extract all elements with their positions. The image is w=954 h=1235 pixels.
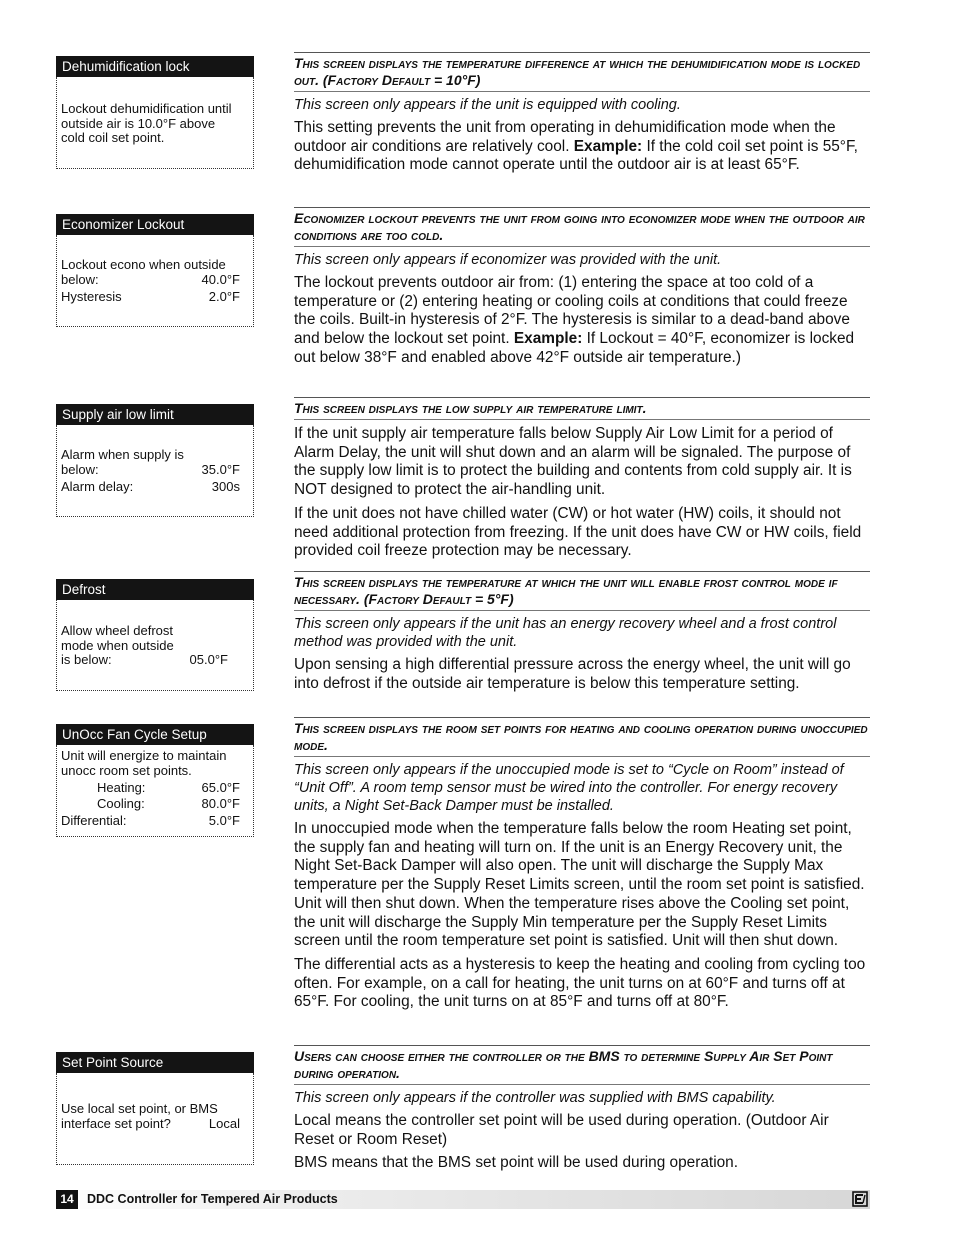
section-defrost bbox=[294, 571, 870, 693]
section-paragraph: Local means the controller set point will be used during operation. (Outdoor Air Reset or Room Reset) bbox=[294, 1112, 829, 1148]
section-paragraph: In unoccupied mode when the temperature falls below the room Heating set point, the supply fan and heating will turn on. If the unit is an Energy Recovery unit, the Night Set-Back Damper will also open. The unit will discharge the Supply Max temperature per the Supply Reset Limits screen, until the room set point is satisfied. Unit will then shut down. When the temperature rises above the Cooling set point, the unit will discharge the Supply Min temperature per the Supply Reset Limits screen until the room temperature set point is satisfied. Unit will then shut down. bbox=[294, 820, 865, 950]
screen-body bbox=[56, 235, 254, 327]
screen-defrost bbox=[56, 579, 254, 691]
screen-line: below: 40.0°F bbox=[61, 271, 240, 287]
section-paragraph: This setting prevents the unit from operating in dehumidification mode when the outdoor air conditions are relatively cool. Example: If the cold coil set point is 55°F, dehumidification mode cannot operate until the outdoor air is at least 65°F. bbox=[294, 119, 858, 174]
screen-line: unocc room set points. bbox=[61, 762, 192, 778]
supply-low-limit-value: 35.0°F bbox=[201, 461, 240, 477]
section-set-point-source bbox=[294, 1045, 870, 1173]
screen-line: Differential: 5.0°F bbox=[61, 813, 240, 828]
screen-header: Dehumidification lock bbox=[56, 56, 254, 77]
alarm-delay-value: 300s bbox=[211, 479, 240, 494]
screen-header: Set Point Source bbox=[56, 1052, 254, 1073]
screen-line: Heating: 65.0°F bbox=[97, 780, 240, 795]
section-unocc-fan-cycle-setup bbox=[294, 717, 870, 1012]
section-title: Economizer lockout prevents the unit from going into economizer mode when the outdoor air conditions are too cold. bbox=[294, 210, 865, 243]
screen-line: Allow wheel defrost bbox=[61, 623, 173, 638]
screen-body bbox=[56, 745, 254, 837]
hysteresis-value: 2.0°F bbox=[208, 289, 240, 304]
footer-title: DDC Controller for Tempered Air Products bbox=[87, 1192, 338, 1206]
section-note: This screen only appears if the unoccupied mode is set to “Cycle on Room” instead of “Unit Off”. A room temp sensor must be wired into the controller. For energy recovery units, a Night Set-Back Damper must be installed. bbox=[294, 762, 844, 814]
section-note: This screen only appears if the controller was supplied with BMS capability. bbox=[294, 1090, 776, 1106]
screen-set-point-source bbox=[56, 1052, 254, 1165]
screen-body bbox=[56, 600, 254, 691]
screen-line: interface set point? Local bbox=[61, 1115, 240, 1131]
cooling-setpoint-value: 80.0°F bbox=[201, 795, 240, 811]
screen-line: Hysteresis 2.0°F bbox=[61, 289, 240, 304]
defrost-temp-value: 05.0°F bbox=[189, 652, 228, 667]
section-title: This screen displays the temperature at which the unit will enable frost control mode if necessary. (Factory Default = 5°F) bbox=[294, 574, 838, 607]
section-rule bbox=[294, 419, 870, 420]
section-paragraph: If the unit supply air temperature falls below Supply Air Low Limit for a period of Alarm Delay, the unit will shut down and an alarm will be signaled. The purpose of the supply low limit is to protect the building and contents from cold supply air. It is NOT designed to protect the air-handling unit. bbox=[294, 425, 852, 499]
screen-header: Economizer Lockout bbox=[56, 214, 254, 235]
set-point-source-value: Local bbox=[208, 1115, 240, 1131]
differential-value: 5.0°F bbox=[208, 813, 240, 828]
section-title: This screen displays the low supply air temperature limit. bbox=[294, 400, 647, 416]
lockout-temp-value: 40.0°F bbox=[201, 271, 240, 287]
screen-header: UnOcc Fan Cycle Setup bbox=[56, 724, 254, 745]
section-note: This screen only appears if economizer was provided with the unit. bbox=[294, 252, 722, 268]
screen-body bbox=[56, 77, 254, 169]
section-dehumidification-lock bbox=[294, 52, 870, 175]
section-paragraph: Upon sensing a high differential pressure across the energy wheel, the unit will go into defrost if the outside air temperature is below this temperature setting. bbox=[294, 656, 851, 692]
screen-line: mode when outside bbox=[61, 637, 174, 653]
section-paragraph: The differential acts as a hysteresis to keep the heating and cooling from cycling too often. For example, on a call for heating, the unit turns on at 60°F and turns off at 65°F. For cooling, the unit turns on at 85°F and turns off at 80°F. bbox=[294, 955, 866, 1011]
section-paragraph: The lockout prevents outdoor air from: (1) entering the space at too cold of a temperature or (2) entering heating or cooling coils at conditions that could freeze the coils. Built-in hysteresis of 2°F. The hysteresis is similar to a dead-band above and below the lockout set point. Example: If Lockout = 40°F, economizer is locked out below 38°F and enabled above 42°F outside air temperature.) bbox=[294, 274, 855, 366]
screen-header: Defrost bbox=[56, 579, 254, 600]
screen-line: is below: 05.0°F bbox=[61, 652, 228, 667]
section-supply-air-low-limit bbox=[294, 397, 870, 561]
screen-supply-air-low-limit bbox=[56, 404, 254, 517]
screen-header: Supply air low limit bbox=[56, 404, 254, 425]
section-title: This screen displays the temperature difference at which the dehumidification mode is locked out. (Factory Default = 10°F) bbox=[294, 55, 861, 88]
section-paragraph: BMS means that the BMS set point will be used during operation. bbox=[294, 1154, 739, 1172]
screen-body bbox=[56, 1073, 254, 1165]
screen-line: Lockout econo when outside bbox=[61, 257, 226, 272]
page-footer bbox=[56, 1190, 870, 1209]
screen-line: Use local set point, or BMS bbox=[61, 1101, 218, 1116]
screen-dehumidification-lock bbox=[56, 56, 254, 169]
screen-line: below: 35.0°F bbox=[61, 461, 240, 477]
screen-line: Unit will energize to maintain bbox=[61, 748, 227, 763]
screen-unocc-fan-cycle-setup bbox=[56, 724, 254, 837]
screen-line: Lockout dehumidification until bbox=[61, 101, 232, 116]
screen-line: cold coil set point. bbox=[61, 130, 165, 145]
screen-line: Alarm when supply is bbox=[61, 447, 184, 462]
company-logo-icon bbox=[852, 1191, 868, 1207]
section-note: This screen only appears if the unit has an energy recovery wheel and a frost control method was provided with the unit. bbox=[294, 616, 837, 650]
screen-line: Cooling: 80.0°F bbox=[97, 795, 240, 811]
section-paragraph: If the unit does not have chilled water (CW) or hot water (HW) coils, it should not need additional protection from freezing. If the unit does have CW or HW coils, field provided coil freeze protection may be necessary. bbox=[294, 504, 862, 560]
screen-line: outside air is 10.0°F above bbox=[61, 115, 216, 131]
section-note: This screen only appears if the unit is equipped with cooling. bbox=[294, 97, 681, 113]
page-number: 14 bbox=[56, 1190, 78, 1209]
section-economizer-lockout bbox=[294, 207, 870, 368]
section-title: This screen displays the room set points for heating and cooling operation during unoccupied mode. bbox=[294, 720, 868, 753]
screen-line: Alarm delay: 300s bbox=[61, 479, 240, 494]
section-title: Users can choose either the controller or the BMS to determine Supply Air Set Point during operation. bbox=[294, 1048, 833, 1081]
heating-setpoint-value: 65.0°F bbox=[201, 780, 240, 795]
screen-body bbox=[56, 425, 254, 517]
screen-economizer-lockout bbox=[56, 214, 254, 327]
